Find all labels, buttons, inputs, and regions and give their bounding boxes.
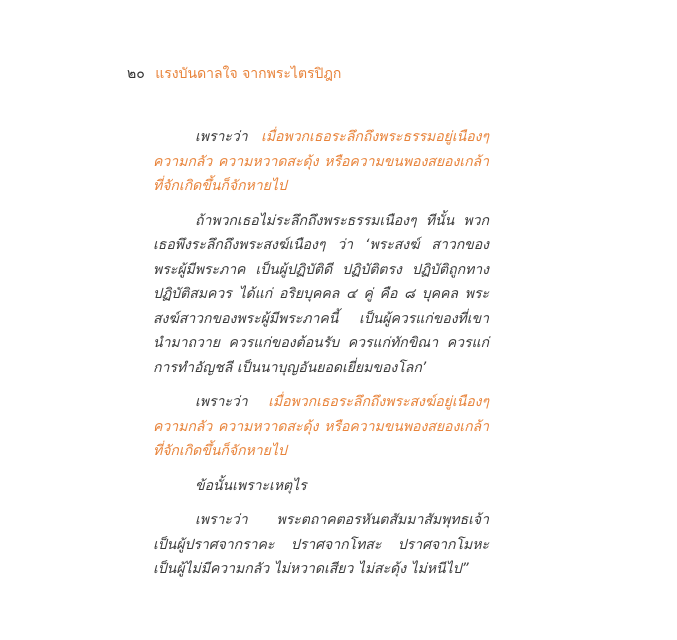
page-header (127, 64, 341, 84)
paragraph-5: เพราะว่า พระตถาคตอรหันตสัมมาสัมพุทธเจ้า เป็นผู้ปราศจากราคะ ปราศจากโทสะ ปราศจากโมหะ เป็นผู้ไม่มีความกลัว ไม่หวาดเสียว ไม่สะดุ้ง ไม่หนีไป” (153, 512, 489, 577)
page-number: ๒๐ (127, 66, 145, 82)
paragraph-3-lead: เพราะว่า (195, 394, 248, 410)
paragraph-1-highlight: เมื่อพวกเธอระลึกถึงพระธรรมอยู่เนืองๆ ความกลัว ความหวาดสะดุ้ง หรือความขนพองสยองเกล้าที่จักเกิดขึ้นก็จักหายไป (153, 129, 489, 194)
running-title: แรงบันดาลใจ จากพระไตรปิฎก (155, 66, 342, 82)
paragraph-1-lead: เพราะว่า (195, 129, 248, 145)
paragraph-2: ถ้าพวกเธอไม่ระลึกถึงพระธรรมเนืองๆ ทีนั้น พวกเธอพึงระลึกถึงพระสงฆ์เนืองๆ ว่า ‘พระสงฆ์ สาวกของพระผู้มีพระภาค เป็นผู้ปฏิบัติดี ปฏิบัติตรง ปฏิบัติถูกทาง ปฏิบัติสมควร ได้แก่ อริยบุคคล ๔ คู่ คือ ๘ บุคคล พระสงฆ์สาวกของพระผู้มีพระภาคนี้ เป็นผู้ควรแก่ของที่เขานำมาถวาย ควรแก่ของต้อนรับ ควรแก่ทักขิณา ควรแก่การทำอัญชลี เป็นนาบุญอันยอดเยี่ยมของโลก’ (153, 212, 489, 376)
paragraph-3 (153, 390, 489, 464)
paragraph-3-highlight: เมื่อพวกเธอระลึกถึงพระสงฆ์อยู่เนืองๆ ความกลัว ความหวาดสะดุ้ง หรือความขนพองสยองเกล้าที่จักเกิดขึ้นก็จักหายไป (153, 394, 489, 459)
paragraph-1 (153, 125, 489, 199)
body-text (153, 125, 489, 592)
paragraph-4: ข้อนั้นเพราะเหตุไร (195, 477, 307, 494)
